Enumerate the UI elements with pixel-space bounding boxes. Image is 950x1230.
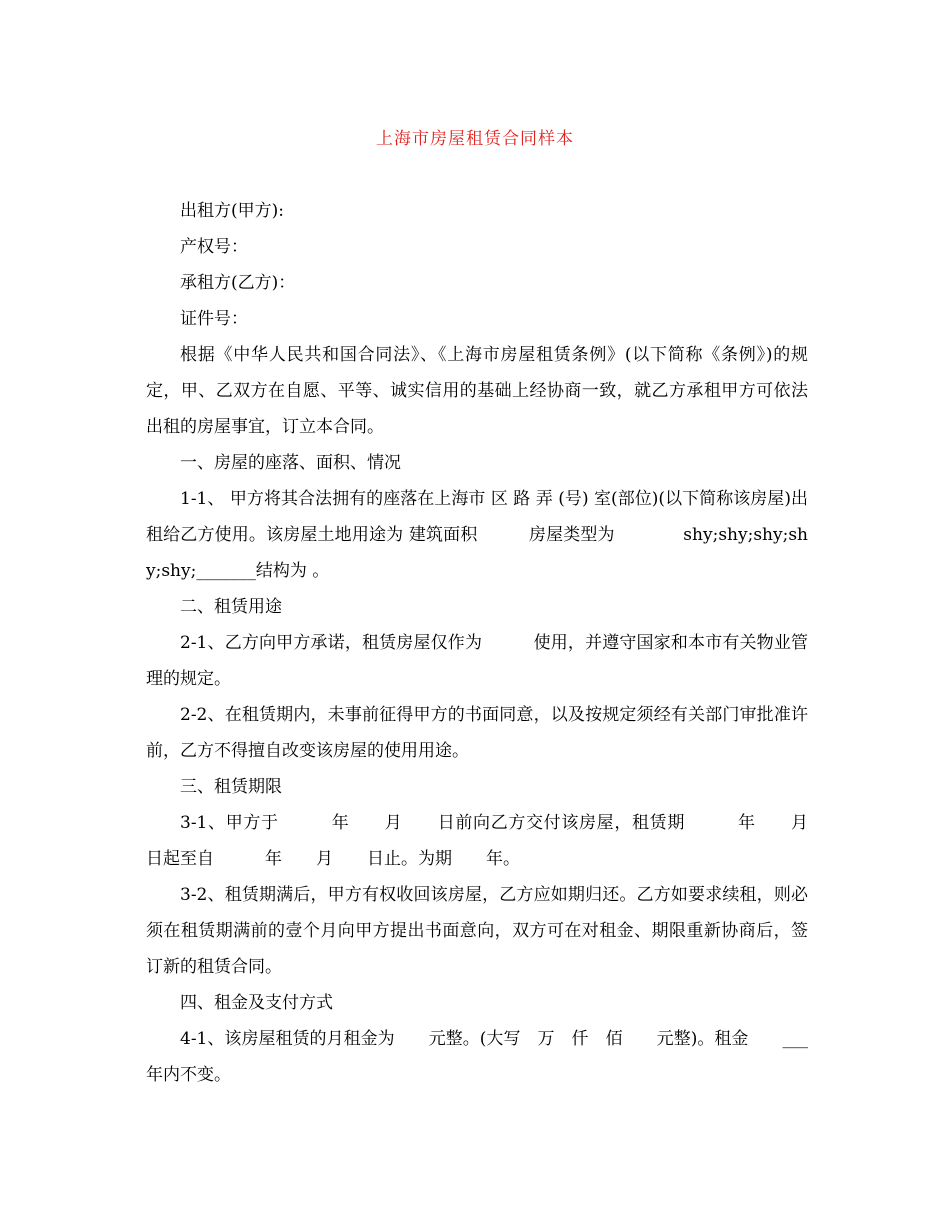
document-title: 上海市房屋租赁合同样本 <box>376 129 574 149</box>
section-heading-1: 一、房屋的座落、面积、情况 <box>180 453 401 473</box>
clause-2-2: 2-2、在租赁期内，未事前征得甲方的书面同意，以及按规定须经有关部门审批准许前，乙方不得擅自改变该房屋的使用用途。 <box>146 705 808 761</box>
paragraph-preamble: 根据《中华人民共和国合同法》、《上海市房屋租赁条例》(以下简称《条例》)的规定，甲、乙双方在自愿、平等、诚实信用的基础上经协商一致，就乙方承租甲方可依法出租的房屋事宜，订立本合同。 <box>146 345 808 437</box>
paragraph-id-no: 证件号： <box>180 309 248 329</box>
clause-2-1: 2-1、乙方向甲方承诺，租赁房屋仅作为 使用，并遵守国家和本市有关物业管理的规定。 <box>146 633 808 689</box>
section-heading-3: 三、租赁期限 <box>180 777 282 797</box>
document-body <box>146 193 842 1093</box>
section-heading-4: 四、租金及支付方式 <box>180 993 333 1013</box>
clause-3-2: 3-2、租赁期满后，甲方有权收回该房屋，乙方应如期归还。乙方如要求续租，则必须在租赁期满前的壹个月向甲方提出书面意向，双方可在对租金、期限重新协商后，签订新的租赁合同。 <box>146 885 808 977</box>
clause-1-1: 1-1、 甲方将其合法拥有的座落在上海市 区 路 弄 (号) 室(部位)(以下简称该房屋)出租给乙方使用。该房屋土地用途为 建筑面积 房屋类型为 shy;shy;shy;shy;shy;_______结构为 。 <box>146 489 808 581</box>
paragraph-lessor: 出租方(甲方): <box>180 201 284 221</box>
clause-3-1: 3-1、甲方于 年 月 日前向乙方交付该房屋，租赁期 年 月 日起至自 年 月 日止。为期 年。 <box>146 813 842 869</box>
paragraph-lessee: 承租方(乙方)： <box>180 273 296 293</box>
section-heading-2: 二、租赁用途 <box>180 597 282 617</box>
clause-4-1: 4-1、该房屋租赁的月租金为 元整。(大写 万 仟 佰 元整)。租金 ___年内不变。 <box>146 1029 808 1085</box>
paragraph-property-right-no: 产权号： <box>180 237 248 257</box>
